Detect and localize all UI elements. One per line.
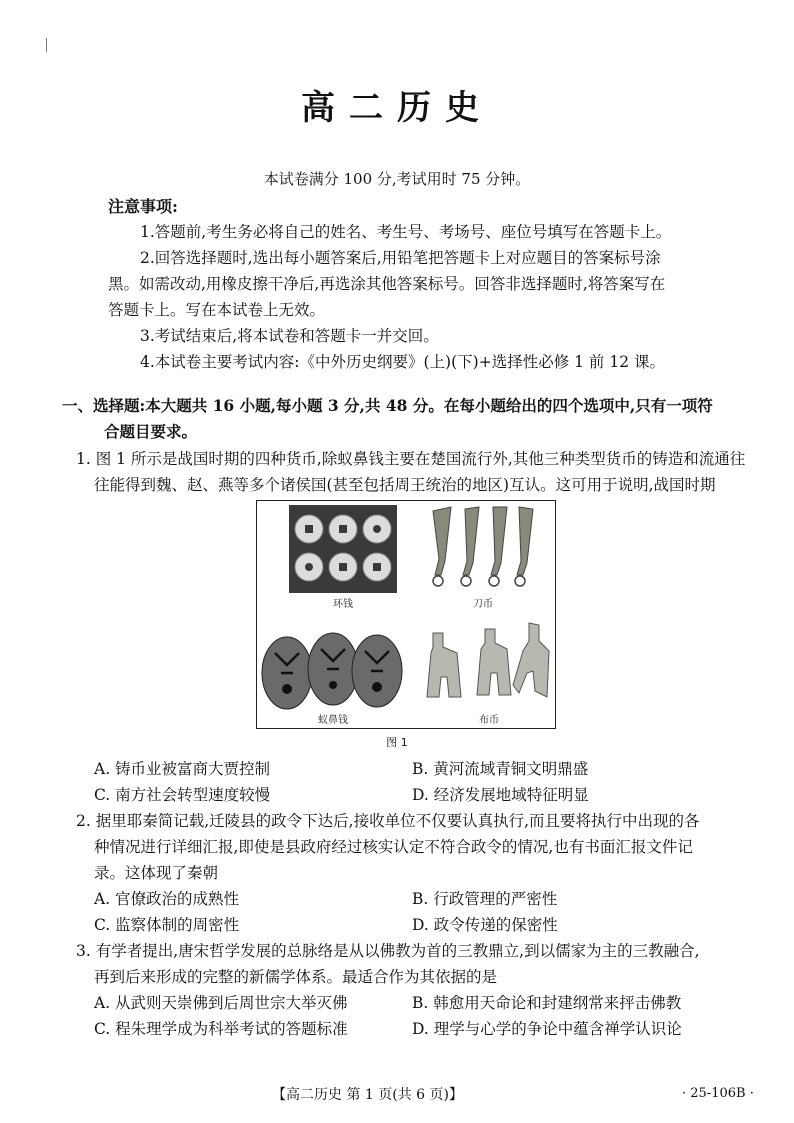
note-line: 4.本试卷主要考试内容:《中外历史纲要》(上)(下)+选择性必修 1 前 12 课。 bbox=[140, 353, 665, 371]
knife-coin bbox=[491, 507, 507, 575]
question-1-stem-cont: 往能得到魏、赵、燕等多个诸侯国(甚至包括周王统治的地区)互认。这可用于说明,战国时期 bbox=[94, 476, 716, 494]
option-c: C. 南方社会转型速度较慢 bbox=[94, 786, 271, 804]
option-a: A. 官僚政治的成熟性 bbox=[94, 890, 240, 908]
notes-heading: 注意事项: bbox=[108, 197, 178, 216]
spade-coin bbox=[513, 623, 549, 697]
figure-label: 布币 bbox=[479, 715, 499, 726]
figure-caption: 图 1 bbox=[386, 736, 408, 749]
knife-coin bbox=[463, 507, 479, 575]
option-c: C. 监察体制的周密性 bbox=[94, 916, 240, 934]
figure-label: 刀币 bbox=[473, 599, 493, 610]
spade-coin bbox=[477, 629, 511, 695]
knife-coin bbox=[433, 507, 451, 575]
exam-code: · 25-106B · bbox=[682, 1086, 754, 1101]
figure-label: 环钱 bbox=[333, 599, 353, 610]
option-b: B. 韩愈用天命论和封建纲常来抨击佛教 bbox=[412, 994, 682, 1012]
page-title: 高二历史 bbox=[301, 88, 493, 128]
question-2-stem: 2. 据里耶秦简记载,迁陵县的政令下达后,接收单位不仅要认真执行,而且要将执行中出现的各 bbox=[76, 812, 700, 830]
option-d: D. 理学与心学的争论中蕴含禅学认识论 bbox=[412, 1020, 682, 1038]
option-d: D. 经济发展地域特征明显 bbox=[412, 786, 589, 804]
option-b: B. 行政管理的严密性 bbox=[412, 890, 558, 908]
question-1-stem: 1. 图 1 所示是战国时期的四种货币,除蚁鼻钱主要在楚国流行外,其他三种类型货币的铸造和流通往 bbox=[76, 450, 746, 468]
figure-1-coins bbox=[256, 500, 556, 729]
question-2-stem-cont: 种情况进行详细汇报,即使是县政府经过核实认定不符合政令的情况,也有书面汇报文件记 bbox=[94, 838, 693, 856]
section-heading: 一、选择题:本大题共 16 小题,每小题 3 分,共 48 分。在每小题给出的四个选项中,只有一项符 bbox=[62, 396, 713, 415]
note-line: 3.考试结束后,将本试卷和答题卡一并交回。 bbox=[140, 327, 439, 345]
question-3-stem-cont: 再到后来形成的完整的新儒学体系。最适合作为其依据的是 bbox=[94, 968, 498, 986]
option-a: A. 从武则天崇佛到后周世宗大举灭佛 bbox=[94, 994, 348, 1012]
note-line: 2.回答选择题时,选出每小题答案后,用铅笔把答题卡上对应题目的答案标号涂 bbox=[140, 249, 661, 267]
option-d: D. 政令传递的保密性 bbox=[412, 916, 558, 934]
section-heading-cont: 合题目要求。 bbox=[104, 422, 198, 441]
question-3-stem: 3. 有学者提出,唐宋哲学发展的总脉络是从以佛教为首的三教鼎立,到以儒家为主的三教融合, bbox=[76, 942, 700, 960]
note-line: 答题卡上。写在本试卷上无效。 bbox=[108, 301, 326, 319]
option-b: B. 黄河流域青铜文明鼎盛 bbox=[412, 760, 589, 778]
margin-mark bbox=[46, 38, 47, 52]
option-a: A. 铸币业被富商大贾控制 bbox=[94, 760, 271, 778]
knife-coin bbox=[517, 507, 533, 575]
option-c: C. 程朱理学成为科举考试的答题标准 bbox=[94, 1020, 348, 1038]
note-line: 黑。如需改动,用橡皮擦干净后,再选涂其他答案标号。回答非选择题时,将答案写在 bbox=[108, 275, 666, 293]
question-2-stem-cont: 录。这体现了秦朝 bbox=[94, 864, 219, 882]
spade-coin bbox=[427, 633, 461, 697]
note-line: 1.答题前,考生务必将自己的姓名、考生号、考场号、座位号填写在答题卡上。 bbox=[140, 223, 672, 241]
page-footer: 【高二历史 第 1 页(共 6 页)】 bbox=[272, 1087, 463, 1103]
exam-info: 本试卷满分 100 分,考试用时 75 分钟。 bbox=[263, 170, 531, 188]
figure-label: 蚁鼻钱 bbox=[318, 715, 348, 726]
